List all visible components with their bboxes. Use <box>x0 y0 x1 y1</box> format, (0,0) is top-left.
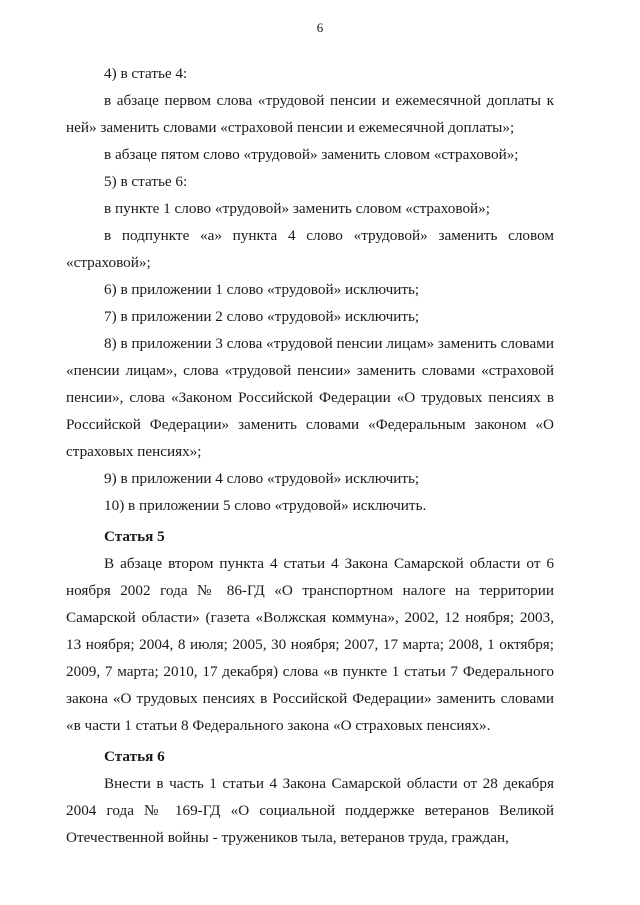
paragraph-item-7: 7) в приложении 2 слово «трудовой» исключить; <box>104 308 420 325</box>
document-body <box>66 60 554 851</box>
page-number: 6 <box>316 20 324 35</box>
paragraph-item-5: 5) в статье 6: <box>104 173 188 190</box>
paragraph-article6-point1: в пункте 1 слово «трудовой» заменить словом «страховой»; <box>104 200 490 217</box>
paragraph-article4-first: в абзаце первом слова «трудовой пенсии и ежемесячной доплаты к ней» заменить словами «страховой пенсии и ежемесячной доплаты»; <box>66 92 554 136</box>
article-6-text: Внести в часть 1 статьи 4 Закона Самарской области от 28 декабря 2004 года № 169-ГД «О социальной поддержке ветеранов Великой Отечественной войны - тружеников тыла, ветеранов труда, граждан, <box>66 775 554 846</box>
article-5-text: В абзаце втором пункта 4 статьи 4 Закона Самарской области от 6 ноября 2002 года № 86-ГД «О транспортном налоге на территории Самарской области» (газета «Волжская коммуна», 2002, 12 ноября; 2003, 13 ноября; 2004, 8 июля; 2005, 30 ноября; 2007, 17 марта; 2008, 1 октября; 2009, 7 марта; 2010, 17 декабря) слова «в пункте 1 статьи 7 Федерального закона «О трудовых пенсиях в Российской Федерации» заменить словами «в части 1 статьи 8 Федерального закона «О страховых пенсиях». <box>66 555 554 734</box>
article-6-heading: Статья 6 <box>104 748 165 765</box>
paragraph-article4-fifth: в абзаце пятом слово «трудовой» заменить словом «страховой»; <box>104 146 519 163</box>
paragraph-item-10: 10) в приложении 5 слово «трудовой» исключить. <box>104 497 427 514</box>
paragraph-item-8: 8) в приложении 3 слова «трудовой пенсии лицам» заменить словами «пенсии лицам», слова «трудовой пенсии» заменить словами «страховой пенсии», слова «Законом Российской Федерации «О трудовых пенсиях в Российской Федерации» заменить словами «Федеральным законом «О страховых пенсиях»; <box>66 335 554 460</box>
paragraph-item-4: 4) в статье 4: <box>104 65 188 82</box>
paragraph-article6-subpoint-a: в подпункте «а» пункта 4 слово «трудовой» заменить словом «страховой»; <box>66 227 554 271</box>
paragraph-item-9: 9) в приложении 4 слово «трудовой» исключить; <box>104 470 420 487</box>
article-5-heading: Статья 5 <box>104 528 165 545</box>
paragraph-item-6: 6) в приложении 1 слово «трудовой» исключить; <box>104 281 420 298</box>
